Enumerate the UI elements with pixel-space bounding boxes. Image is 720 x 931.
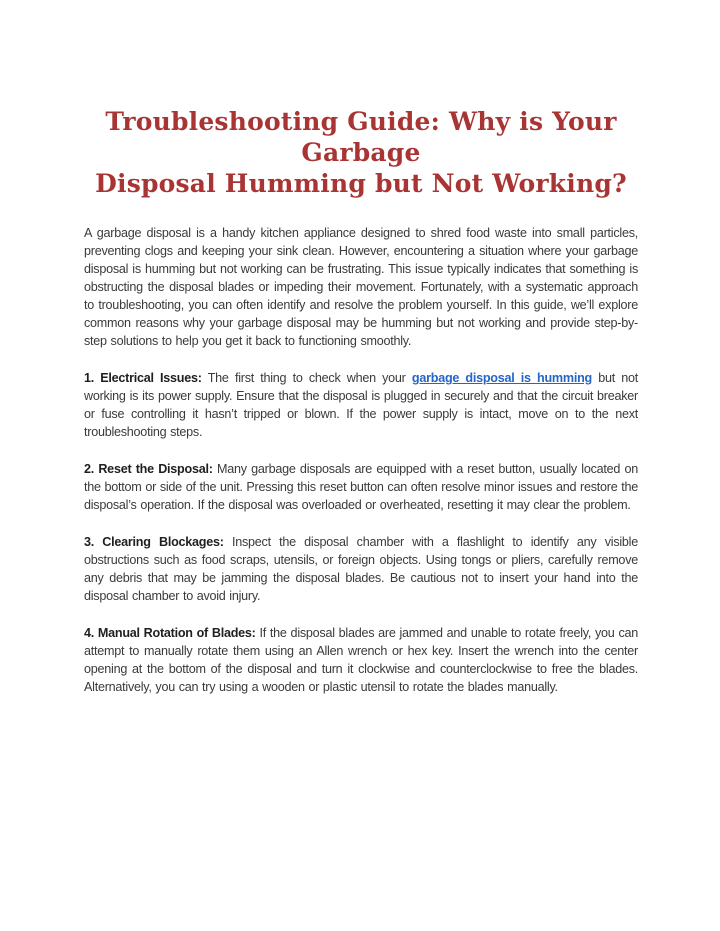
section-1-text-after-link: but not working is its power supply. Ensure that the disposal is plugged in securely and that the circuit breaker or fuse controlling it hasn’t tripped or blown. If the power supply is intact, move on to the next troubleshooting steps. <box>84 371 638 439</box>
section-manual-rotation <box>84 624 638 696</box>
section-4-heading: 4. Manual Rotation of Blades: <box>84 626 256 640</box>
section-2-heading: 2. Reset the Disposal: <box>84 462 213 476</box>
section-3-text: Inspect the disposal chamber with a flashlight to identify any visible obstructions such as food scraps, utensils, or foreign objects. Using tongs or pliers, carefully remove any debris that may be jamming the disposal blades. Be cautious not to insert your hand into the disposal chamber to avoid injury. <box>84 535 638 603</box>
section-clearing-blockages <box>84 533 638 605</box>
intro-paragraph <box>84 224 638 350</box>
page-title-line-2: Disposal Humming but Not Working? <box>95 169 627 198</box>
page-title <box>84 106 638 199</box>
section-electrical-issues <box>84 369 638 441</box>
section-1-heading: 1. Electrical Issues: <box>84 371 202 385</box>
garbage-disposal-humming-link[interactable]: garbage disposal is humming <box>411 371 592 385</box>
section-1-text-before-link: The first thing to check when your <box>201 371 412 385</box>
section-2-text: Many garbage disposals are equipped with a reset button, usually located on the bottom or side of the unit. Pressing this reset button can often resolve minor issues and restore the disposal’s operation. If the disposal was overloaded or overheated, resetting it may clear the problem. <box>84 462 638 512</box>
section-3-heading: 3. Clearing Blockages: <box>84 535 224 549</box>
intro-text: A garbage disposal is a handy kitchen appliance designed to shred food waste into small particles, preventing clogs and keeping your sink clean. However, encountering a situation where your garbage disposal is humming but not working can be frustrating. This issue typically indicates that something is obstructing the disposal blades or impeding their movement. Fortunately, with a systematic approach to troubleshooting, you can often identify and resolve the problem yourself. In this guide, we’ll explore common reasons why your garbage disposal may be humming but not working and provide step-by-step solutions to help you get it back to functioning smoothly. <box>84 226 638 348</box>
page-title-line-1: Troubleshooting Guide: Why is Your Garbage <box>105 107 617 167</box>
section-4-text: If the disposal blades are jammed and unable to rotate freely, you can attempt to manually rotate them using an Allen wrench or hex key. Insert the wrench into the center opening at the bottom of the disposal and turn it clockwise and counterclockwise to free the blades. Alternatively, you can try using a wooden or plastic utensil to rotate the blades manually. <box>84 626 639 694</box>
section-reset-disposal <box>84 460 638 514</box>
